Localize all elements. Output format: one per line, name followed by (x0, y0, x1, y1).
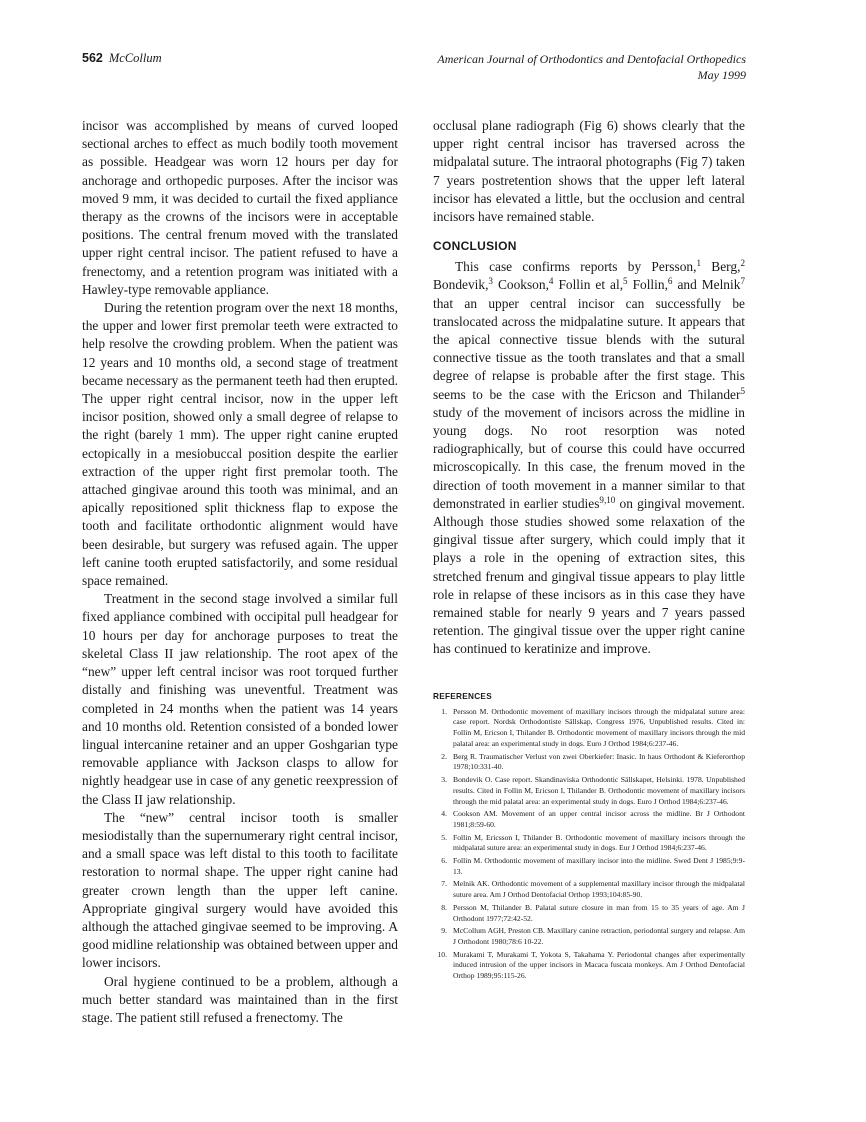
citation: 4 (548, 276, 554, 287)
running-header-left (82, 51, 162, 66)
citation: 5 (623, 276, 628, 287)
citation: 2 (740, 258, 745, 269)
body-paragraph: occlusal plane radiograph (Fig 6) shows clearly that the upper right central incisor has traversed across the midpalatal suture. The intraoral photographs (Fig 7) taken 7 years postretention shows that the upper left lateral incisor has elevated a little, but the occlusion and central incisors have remained stable. (433, 118, 745, 225)
conclusion-paragraph: This case confirms reports by Persson,$^1$ Berg,$^2$ Bondevik,$^3$ Cookson,$^4$ Follin et al,$^5$ Follin,$^6$ and Melnik$^7$ that an upper central incisor can successfully be translocated across the midpalatine suture. It appears that the apical connective tissue blends with the sutural connective tissue as the tooth translates and that a small degree of relapse is probable after the first stage. This seems to be the case with the Ericson and Thilander$^5$ study of the movement of incisors across the midline in young dogs. No root resorption was noted radiographically, but of course this could have occurred microscopically. In this case, the frenum moved in the direction of tooth movement in a manner similar to that demonstrated in earlier studies$^{9,10}$ on gingival movement. Although those studies showed some relaxation of the gingival tissue after surgery, which could imply that it plays a role in the opening of extraction sites, this stretched frenum and gingival tissue appears to play little role in relapse of these incisors as in this case they have remained stable for nearly 9 years and 7 years passed retention. The gingival tissue over the upper right canine has continued to keratinize and improve. (433, 258, 745, 657)
reference-item: 6. Follin M. Orthodontic movement of maxillary incisor into the midline. Swed Dent J 1985;9:9-13. (441, 856, 745, 876)
citation: 6 (667, 276, 673, 287)
body-paragraph: The “new” central incisor tooth is smaller mesiodistally than the supernumerary right central incisor, and a small space was left distal to this tooth to facilitate restoration to normal shape. The upper right canine had greater crown length than the upper left canine. Appropriate gingival surgery would have avoided this although the attached gingivae seemed to be improving. A good midline relationship was obtained between upper and lower incisors. (82, 809, 398, 971)
journal-title: American Journal of Orthodontics and Dentofacial Orthopedics (437, 52, 746, 66)
reference-item: 9. McCollum AGH, Preston CB. Maxillary canine retraction, periodontal surgery and relapse. Am J Orthodont 1980;78:6 10-22. (441, 926, 745, 946)
references-heading: REFERENCES (433, 691, 492, 701)
reference-item: 3. Bondevik O. Case report. Skandinaviska Orthodontic Sällskapet, Helsinki. 1978. Unpublished results. Cited in Follin M, Ericson I, Thilander B. Orthodontic movement of maxillary incisors through the mid palatal area: an experimental study in dogs. Euro J Orthod 1984;6:237-46. (441, 775, 745, 806)
reference-item: 2. Berg R. Traumatischer Verlust von zwei Oberkiefer: Inasic. In haus Orthodont & Kieferorthop 1978;10:331-40. (441, 751, 745, 772)
reference-item: 1. Persson M. Orthodontic movement of maxillary incisors through the midpalatal suture area: case report. Nordsk Orthodontiste Sällskap, Congress 1976, Unpublished results. Cited in: Follin M, Ericson I, Thilander B. Orthodontic movement of maxillary incisors through the mid palatal area: an experimental study in dogs. Euro J Orthod 1984;6:237-46. (441, 706, 745, 749)
left-column (82, 117, 398, 1027)
page-number: 562 (82, 51, 103, 65)
reference-item: 5. Follin M, Ericsson I, Thilander B. Orthodontic movement of maxillary incisors through the midpalatal suture area: an experimental study in dogs. Eur J Orthod 1984;6:237-46. (441, 832, 745, 853)
citation: 7 (740, 276, 745, 287)
reference-list (433, 707, 745, 982)
citation: 5 (740, 385, 745, 396)
reference-item: 7. Melnik AK. Orthodontic movement of a supplemental maxillary incisor through the midpalatal suture area. Am J Orthod Dentofacial Orthop 1993;104:85-90. (441, 879, 745, 900)
citation: 9,10 (599, 494, 616, 505)
body-paragraph: During the retention program over the next 18 months, the upper and lower first premolar teeth were extracted to help resolve the crowding problem. When the patient was 12 years and 10 months old, a second stage of treatment became necessary as the permanent teeth had then erupted. The upper right central incisor, now in the upper left incisor position, showed only a small degree of relapse to the right (barely 1 mm). The upper right canine erupted ectopically in a mesiobuccal position despite the earlier extraction of the upper right first premolar tooth. The attached gingivae around this tooth was minimal, and an apically repositioned split thickness flap to expose the tooth and facilitate orthodontic alignment would have been desirable, but surgery was refused again. The upper left canine tooth erupted satisfactorily, and some residual space remained. (82, 300, 398, 589)
running-author: McCollum (108, 51, 162, 65)
body-paragraph: incisor was accomplished by means of curved looped sectional arches to effect as much bodily tooth movement as possible. Headgear was worn 12 hours per day for anchorage and orthopedic purposes. After the incisor was moved 9 mm, it was decided to curtail the fixed appliance therapy as the crowns of the incisors were in acceptable positions. The central frenum moved with the translated upper right central incisor. The patient refused to have a frenectomy, and a retention program was initiated with a Hawley-type removable appliance. (82, 118, 398, 297)
running-header-right (437, 51, 746, 83)
body-paragraph: Oral hygiene continued to be a problem, although a much better standard was maintained than in the first stage. The patient still refused a frenectomy. The (82, 973, 398, 1025)
reference-item: 4. Cookson AM. Movement of an upper central incisor across the midline. Br J Orthodont 1981;8:59-60. (441, 809, 745, 830)
conclusion-heading: CONCLUSION (433, 239, 517, 254)
right-column (433, 117, 745, 984)
reference-item: 10. Murakami T, Murakami T, Yokota S, Takahama Y. Periodontal changes after experimentally induced intrusion of the upper incisors in Macaca fuscata monkeys. Am J Orthod Dentofacial Orthop 1989;95:115-26. (437, 949, 745, 981)
issue-date: May 1999 (697, 68, 746, 82)
reference-item: 8. Persson M, Thilander B. Palatal suture closure in man from 15 to 35 years of age. Am J Orthodont 1977;72:42-52. (441, 902, 745, 923)
citation: 1 (696, 258, 702, 269)
body-paragraph: Treatment in the second stage involved a similar full fixed appliance combined with occipital pull headgear for 10 hours per day for anchorage purposes to treat the skeletal Class II jaw relationship. The root apex of the “new” upper left central incisor was root torqued further distally and finishing was uneventful. Treatment was completed in 24 months when the patient was 14 years and 10 months old. Retention consisted of a bonded lower lingual intercanine retainer and an upper Goshgarian type removable appliance with Jackson clasps to allow for nightly headgear use in case of any genetic reexpression of the Class II jaw relationship. (82, 591, 398, 807)
citation: 3 (488, 276, 493, 287)
